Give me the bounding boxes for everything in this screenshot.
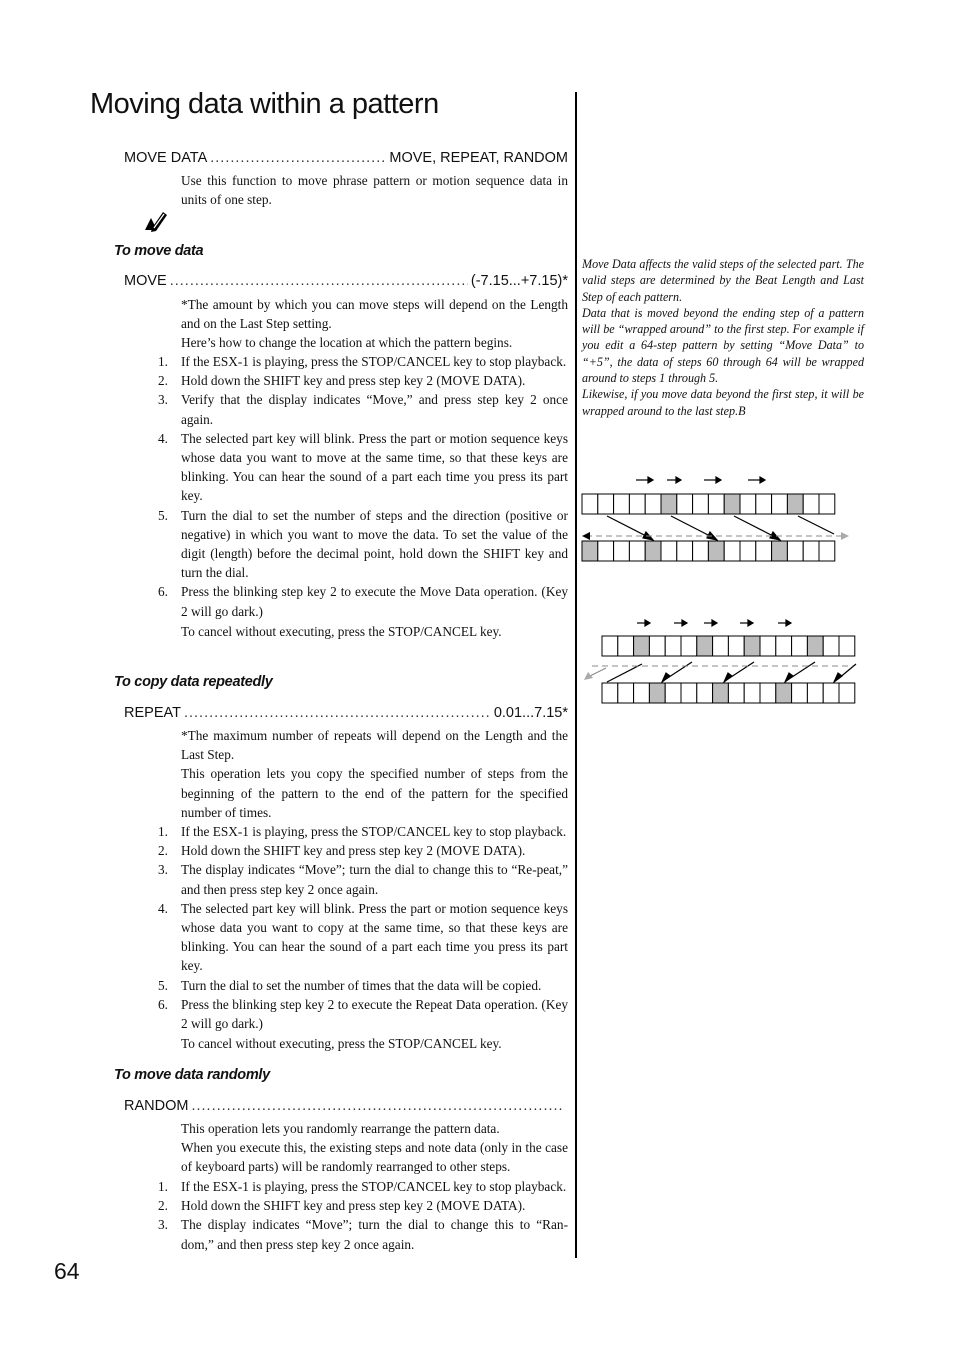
step-cell [803,541,819,561]
list-item: 6. Press the blinking step key 2 to execute the Repeat Data operation. (Key 2 will go dark.) [158,996,568,1032]
param-label: MOVE [124,273,167,289]
step-cell [693,494,709,514]
step-cell [756,494,772,514]
step-row-before [602,636,855,656]
step-cell [697,683,713,703]
leader-dots [184,705,491,721]
step-cell [681,636,697,656]
step-row-after [582,541,835,561]
note-pencil-icon [143,208,169,232]
step-cell [677,541,693,561]
param-label: MOVE DATA [124,150,208,166]
step-cell-filled [776,683,792,703]
step-cell-filled [661,494,677,514]
step-cell [681,683,697,703]
step-cell [665,636,681,656]
list-item: 4. The selected part key will blink. Press the part or motion sequence keys whose data you want to copy at the same time, so that these keys are blinking. You can hear the sound of a part each time you press its part key. [158,900,568,974]
move-backward-diagram [578,612,860,712]
param-move-data [124,150,568,166]
step-cell [614,494,630,514]
list-item: 1. If the ESX-1 is playing, press the STOP/CANCEL key to stop playback. [158,1179,567,1194]
list-item: 3. Verify that the display indicates “Move,” and press step key 2 once again. [158,392,568,427]
param-label: REPEAT [124,705,181,721]
step-cell [792,636,808,656]
step-cell [744,683,760,703]
move-forward-diagram [576,470,856,570]
move-footnote: *The amount by which you can move steps will depend on the Length and on the Last Step setting. Here’s how to change the location at which the pattern begins. [181,297,568,351]
step-cell [661,541,677,561]
step-cell-filled [708,541,724,561]
step-cell-filled [582,541,598,561]
leader-dots [210,150,386,166]
direction-arrows [637,620,791,626]
step-cell [708,494,724,514]
leader-dots [191,1098,562,1114]
step-cell [823,683,839,703]
step-cell [693,541,709,561]
step-cell [629,541,645,561]
step-cell [740,541,756,561]
list-item: 3. The display indicates “Move”; turn the dial to change this to “Ran-dom,” and then press step key 2 once again. [158,1217,568,1252]
step-cell [629,494,645,514]
step-cell [792,683,808,703]
step-cell [760,636,776,656]
step-cell [803,494,819,514]
step-cell [602,683,618,703]
move-steps [150,352,568,621]
step-cell [634,683,650,703]
step-cell [602,636,618,656]
subheading-random: To move data randomly [114,1067,270,1083]
step-cell [807,683,823,703]
step-cell [677,494,693,514]
step-cell-filled [649,683,665,703]
step-cell-filled [807,636,823,656]
step-cell [776,636,792,656]
param-value: 0.01...7.15* [493,705,568,721]
step-cell [665,683,681,703]
list-item: 2. Hold down the SHIFT key and press step key 2 (MOVE DATA). [158,843,526,859]
step-cell [724,541,740,561]
step-cell [839,683,855,703]
step-cell-filled [772,541,788,561]
step-cell [760,683,776,703]
subheading-move: To move data [114,243,204,259]
move-data-description: Use this function to move phrase pattern or motion sequence data in units of one step. [181,173,568,208]
step-cell-filled [634,636,650,656]
step-cell-filled [713,683,729,703]
move-cancel: To cancel without executing, press the STOP/CANCEL key. [181,624,502,639]
step-cell [756,541,772,561]
copy-cancel: To cancel without executing, press the STOP/CANCEL key. [181,1036,502,1051]
list-item: 1. If the ESX-1 is playing, press the STOP/CANCEL key to stop playback. [158,824,567,839]
list-item: 2. Hold down the SHIFT key and press step key 2 (MOVE DATA). [158,373,526,389]
step-cell [618,636,634,656]
step-cell [740,494,756,514]
shift-arrows [607,662,856,682]
direction-arrows [636,477,765,483]
step-cell [823,636,839,656]
param-label: RANDOM [124,1098,189,1114]
step-cell-filled [724,494,740,514]
step-cell [645,494,661,514]
step-cell [614,541,630,561]
leader-dots [170,273,468,289]
subheading-copy: To copy data repeatedly [114,674,273,690]
step-cell [772,494,788,514]
step-cell-filled [645,541,661,561]
list-item: 4. The selected part key will blink. Press the part or motion sequence keys whose data you want to move at the same time, so that these keys are blinking. You can hear the sound of a part each time you press its part key. [158,430,568,504]
step-cell [819,541,835,561]
param-value: (-7.15...+7.15)* [470,273,568,289]
step-cell [649,636,665,656]
page-title: Moving data within a pattern [90,88,439,120]
param-value: MOVE, REPEAT, RANDOM [389,150,568,166]
step-cell-filled [787,494,803,514]
step-cell [728,683,744,703]
step-cell [839,636,855,656]
step-cell-filled [744,636,760,656]
random-steps [150,1177,568,1254]
param-random [124,1098,568,1114]
step-cell [598,494,614,514]
list-item: 3. The display indicates “Move”; turn the dial to change this to “Re-peat,” and then press step key 2 once again. [158,862,568,897]
step-cell [598,541,614,561]
list-item: 5. Turn the dial to set the number of times that the data will be copied. [158,977,542,993]
step-cell [819,494,835,514]
copy-footnote: *The maximum number of repeats will depend on the Length and the Last Step. This operation lets you copy the specified number of steps from the beginning of the pattern to the end of the pattern for the specified number of times. [181,728,568,820]
random-intro: This operation lets you randomly rearrange the pattern data. When you execute this, the existing steps and note data (only in the case of keyboard parts) will be randomly rearranged to other steps. [181,1121,568,1175]
step-cell [582,494,598,514]
copy-steps [150,822,568,1033]
list-item: 6. Press the blinking step key 2 to execute the Move Data operation. (Key 2 will go dark.) [158,584,568,619]
step-row-before [582,494,835,514]
param-repeat [124,705,568,721]
list-item: 2. Hold down the SHIFT key and press step key 2 (MOVE DATA). [158,1198,526,1214]
step-cell [728,636,744,656]
side-note: Move Data affects the valid steps of the selected part. The valid steps are determined by the Beat Length and Last Step of each pattern. Data that is moved beyond the ending step of a pattern will be “wrapped around” to the first step. For example if you edit a 64-step pattern by setting “Move Data” to “+5”, the data of steps 60 through 64 will be wrapped around to steps 1 through 5. Likewise, if you move data beyond the first step, it will be wrapped around to the last step.B [582,257,864,418]
step-cell [713,636,729,656]
param-move [124,273,568,289]
page-number: 64 [54,1258,80,1284]
step-cell [787,541,803,561]
step-cell-filled [697,636,713,656]
list-item: 5. Turn the dial to set the number of steps and the direction (positive or negative) in which you want to move the data. To set the value of the digit (length) before the decimal point, hold down the SHIFT key and turn the dial. [158,507,568,581]
column-divider [575,92,577,1258]
step-row-after [602,683,855,703]
step-cell [618,683,634,703]
list-item: 1. If the ESX-1 is playing, press the STOP/CANCEL key to stop playback. [158,354,567,369]
